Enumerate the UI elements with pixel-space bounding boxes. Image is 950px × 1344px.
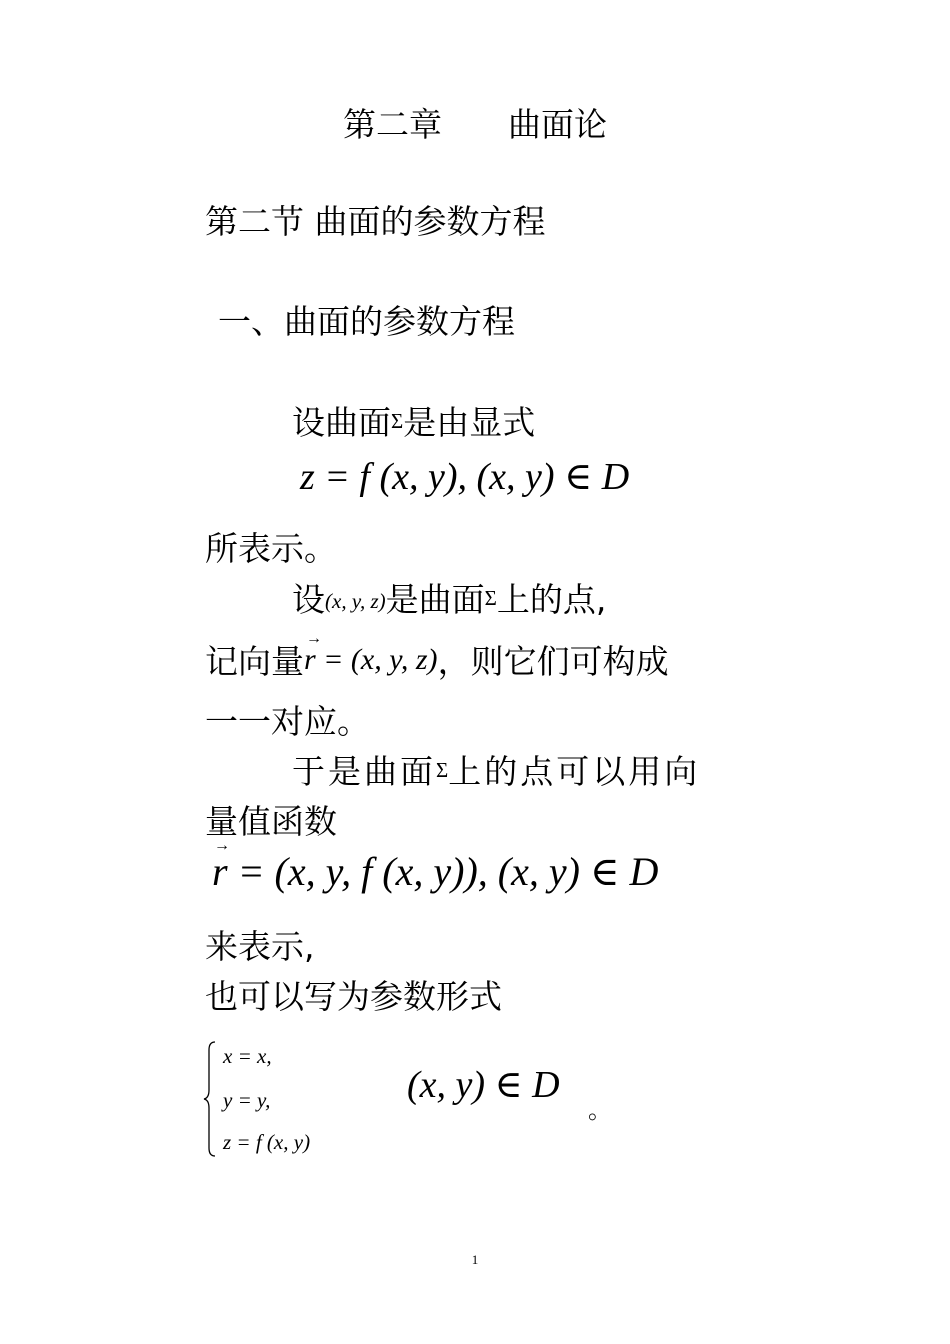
system-end-mark: 。 [588,1096,612,1124]
p2-text-b: 是曲面 [385,580,485,619]
p3-text-a: 于是曲面 [292,752,436,791]
sigma-symbol: Σ [436,758,449,782]
sigma-symbol: Σ [391,409,404,433]
p3-text-b: 上的点可以用向 [448,752,701,791]
left-brace [203,1040,217,1158]
p1-text-a: 设曲面 [292,403,391,442]
p2-text-e: ，则它们可构成 [437,642,669,681]
chapter-title: 第二章 曲面论 [343,105,607,144]
subsection-title: 一、曲面的参数方程 [218,302,515,341]
p1-line1 [292,403,536,442]
p3-line1 [292,752,701,791]
p3-text-e: 也可以写为参数形式 [205,977,502,1016]
p2-line1 [292,580,607,619]
sigma-symbol: Σ [484,586,497,610]
p1-text-b: 是由显式 [403,403,536,442]
page-number: 1 [471,1252,479,1267]
vector-equation: → r = (x, y, z) [304,645,438,675]
explicit-formula: z = f (x, y), (x, y) ∈ D [300,456,630,498]
p2-text-d: 记向量 [205,642,304,681]
parameter-domain: (x, y) ∈ D [407,1064,560,1106]
vector-valued-function: → r = (x, y, f (x, y)), (x, y) ∈ D [212,852,658,892]
system-line-3: z = f (x, y) [223,1130,311,1154]
parametric-system [203,1040,353,1160]
p2-text-c: 上的点, [496,580,607,619]
p1-text-c: 所表示。 [205,529,337,568]
p2-line2 [205,642,669,681]
section-title: 第二节 曲面的参数方程 [205,202,546,241]
system-line-2: y = y, [223,1088,271,1112]
point-notation: (x, y, z) [325,589,386,613]
p2-text-a: 设 [292,580,325,619]
p3-text-c: 量值函数 [205,802,337,841]
p3-text-d: 来表示, [205,927,315,966]
system-line-1: x = x, [223,1044,272,1068]
p2-text-f: 一一对应。 [205,702,370,741]
